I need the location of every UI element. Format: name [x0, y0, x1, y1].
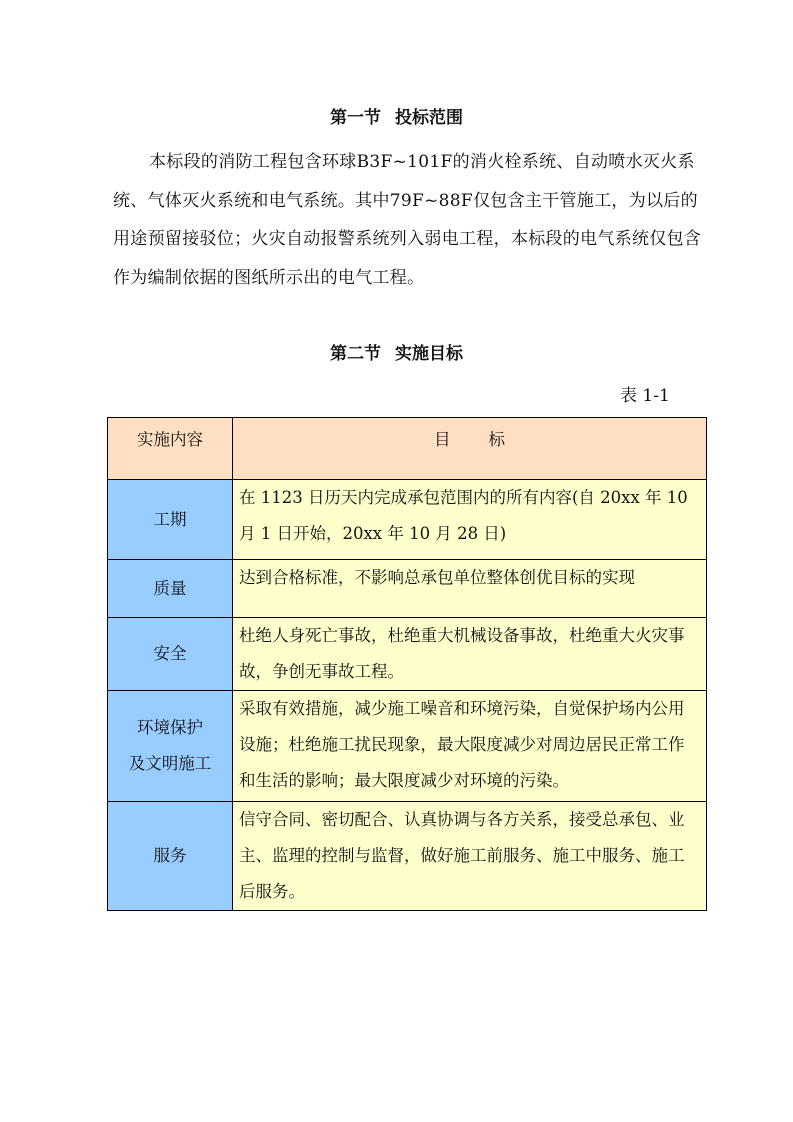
table-row: [108, 560, 707, 618]
section1-title-number: 第一节: [330, 108, 381, 128]
section2-title: [0, 339, 793, 364]
row-goal-schedule: 在 1123 日历天内完成承包范围内的所有内容(自 20xx 年 10 月 1 日开始，20xx 年 10 月 28 日): [233, 480, 707, 560]
row-item-safety: 安全: [108, 618, 233, 691]
row-item-service: 服务: [108, 802, 233, 911]
table-row: [108, 480, 707, 560]
row-item-schedule: 工期: [108, 480, 233, 560]
row-item-environment: [108, 691, 233, 802]
row-item-environment-line2: 及文明施工: [128, 754, 212, 773]
section2-title-text: 实施目标: [395, 344, 463, 364]
table-row: [108, 691, 707, 802]
header-implementation-content: 实施内容: [108, 418, 233, 480]
row-goal-service: 信守合同、密切配合、认真协调与各方关系，接受总承包、业主、监理的控制与监督，做好施工前服务、施工中服务、施工后服务。: [233, 802, 707, 911]
table-row: [108, 802, 707, 911]
row-item-environment-line1: 环境保护: [137, 718, 203, 737]
section1-title: [0, 103, 793, 128]
table-header-row: [108, 418, 707, 480]
row-item-quality: 质量: [108, 560, 233, 618]
section1-paragraph: 本标段的消防工程包含环球B3F~101F的消火栓系统、自动喷水灭火系统、气体灭火系统和电气系统。其中79F~88F仅包含主干管施工，为以后的用途预留接驳位；火灾自动报警系统列入弱电工程，本标段的电气系统仅包含作为编制依据的图纸所示出的电气工程。: [113, 152, 702, 288]
section2-title-number: 第二节: [330, 344, 381, 364]
goals-table: [107, 417, 707, 911]
table-row: [108, 618, 707, 691]
row-goal-environment: 采取有效措施，减少施工噪音和环境污染，自觉保护场内公用设施；杜绝施工扰民现象，最大限度减少对周边居民正常工作和生活的影响；最大限度减少对环境的污染。: [233, 691, 707, 802]
section1-title-text: 投标范围: [395, 108, 463, 128]
row-goal-quality: 达到合格标准，不影响总承包单位整体创优目标的实现: [233, 560, 707, 618]
header-goal-char2: 标: [488, 430, 505, 449]
row-goal-safety: 杜绝人身死亡事故，杜绝重大机械设备事故，杜绝重大火灾事故，争创无事故工程。: [233, 618, 707, 691]
header-goal-char1: 目: [434, 430, 451, 449]
table-label: 表 1-1: [620, 386, 670, 406]
header-goal: [233, 418, 707, 480]
